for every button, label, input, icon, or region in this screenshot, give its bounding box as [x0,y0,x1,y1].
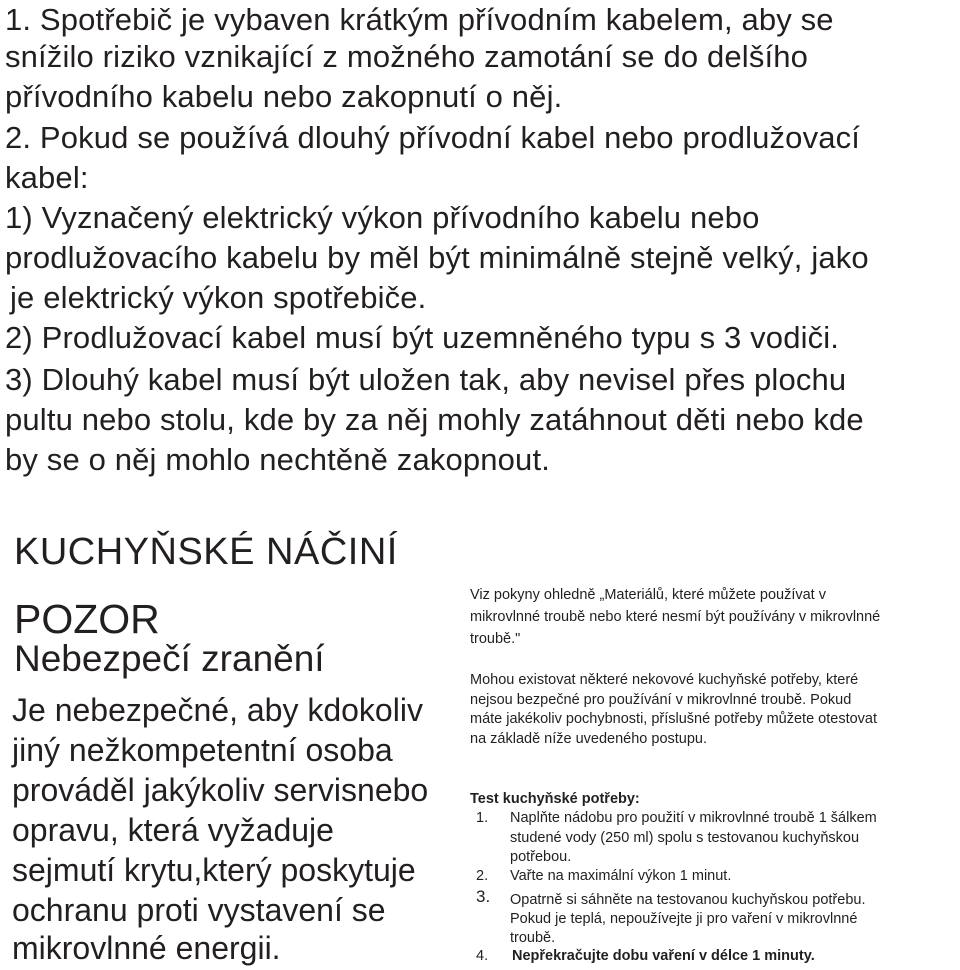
step-number: 4. [476,948,489,964]
utensils-info-line: na základě níže uvedeného postupu. [470,731,708,747]
step-text-line: potřebou. [510,849,572,865]
top-text-line: kabel: [5,160,89,195]
step-text-line: Opatrně si sáhněte na testovanou kuchyňskou potřebu. [510,892,866,908]
top-text-line: 2. Pokud se používá dlouhý přívodní kabel nebo prodlužovací [5,120,861,155]
utensils-info-line: máte jakékoliv pochybnosti, příslušné potřeby můžete otestovat [470,711,878,727]
warning-subtitle: Nebezpečí zranění [14,638,325,679]
warning-text-line: mikrovlnné energii. [12,930,281,966]
step-text-line: Naplňte nádobu pro použití v mikrovlnné troubě 1 šálkem [510,810,877,826]
test-heading: Test kuchyňské potřeby: [470,791,640,807]
top-text-line: 1. Spotřebič je vybaven krátkým přívodním kabelem, aby se [5,2,834,37]
step-number: 3. [476,887,491,906]
step-text-line: Nepřekračujte dobu vaření v délce 1 minuty. [512,948,815,964]
step-text-line: Vařte na maximální výkon 1 minut. [510,868,732,884]
step-text-line: Pokud je teplá, nepoužívejte ji pro vaření v mikrovlnné [510,911,858,927]
top-text-line: prodlužovacího kabelu by měl být minimálně stejně velký, jako [5,240,869,275]
warning-text-line: ochranu proti vystavení se [12,892,386,928]
step-number: 1. [476,810,489,826]
utensils-note-line: Viz pokyny ohledně „Materiálů, které můžete používat v [470,587,826,603]
warning-text-line: Je nebezpečné, aby kdokoliv [12,692,423,728]
warning-text-line: jiný nežkompetentní osoba [12,732,393,768]
step-text-line: troubě. [510,930,556,946]
top-text-line: by se o něj mohlo nechtěně zakopnout. [5,442,550,477]
utensils-note-line: mikrovlnné troubě nebo které nesmí být používány v mikrovlnné [470,609,881,625]
top-text-line: 2) Prodlužovací kabel musí být uzemněného typu s 3 vodiči. [5,320,840,355]
warning-title: POZOR [14,596,160,642]
step-number: 2. [476,868,489,884]
top-text-line: přívodního kabelu nebo zakopnutí o něj. [5,79,563,114]
utensils-info-line: Mohou existovat některé nekovové kuchyňské potřeby, které [470,672,859,688]
top-text-line: pultu nebo stolu, kde by za něj mohly zatáhnout děti nebo kde [5,402,864,437]
warning-text-line: opravu, která vyžaduje [12,812,334,848]
utensils-note-line: troubě." [470,631,521,647]
utensils-info-line: nejsou bezpečné pro používání v mikrovlnné troubě. Pokud [470,692,852,708]
top-text-line: 3) Dlouhý kabel musí být uložen tak, aby nevisel přes plochu [5,362,847,397]
step-text-line: studené vody (250 ml) spolu s testovanou kuchyňskou [510,830,860,846]
section-title: KUCHYŇSKÉ NÁČINÍ [14,531,398,573]
warning-text-line: prováděl jakýkoliv servisnebo [12,772,429,808]
warning-text-line: sejmutí krytu,který poskytuje [12,852,416,888]
top-text-line: snížilo riziko vznikající z možného zamotání se do delšího [5,39,809,74]
top-text-line: 1) Vyznačený elektrický výkon přívodního kabelu nebo [5,200,760,235]
top-text-line: je elektrický výkon spotřebiče. [10,280,427,315]
